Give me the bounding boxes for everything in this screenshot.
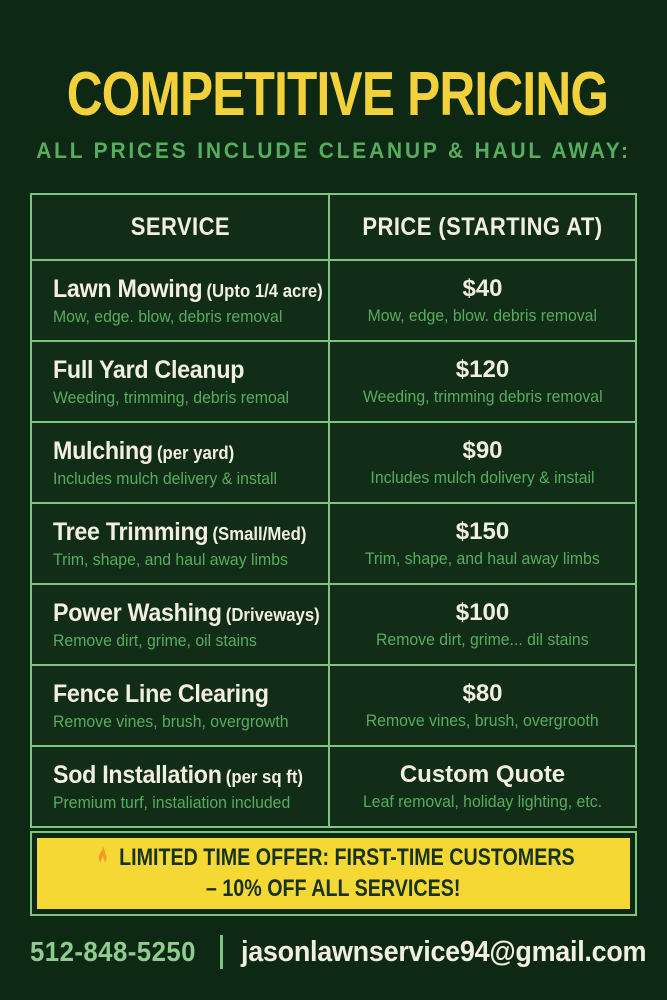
pricing-table [30, 193, 637, 828]
table-row [32, 583, 635, 664]
service-cell [32, 504, 330, 583]
service-note: (per yard) [156, 442, 235, 463]
price-value: Custom Quote [399, 761, 566, 788]
contact-footer [30, 926, 647, 978]
price-value: $150 [455, 518, 510, 545]
offer-line-2-text: – 10% OFF ALL SERVICES! [206, 875, 461, 902]
price-cell [330, 261, 635, 340]
phone-number: 512-848-5250 [30, 936, 196, 967]
service-note: (Upto 1/4 acre) [206, 280, 323, 301]
service-cell [32, 585, 330, 664]
table-row [32, 340, 635, 421]
column-header-service: SERVICE [32, 195, 330, 259]
service-name: Tree Trimming [53, 517, 209, 546]
table-row [32, 502, 635, 583]
offer-line-2 [206, 874, 460, 904]
service-note: (Small/Med) [212, 523, 307, 544]
service-note: (Driveways) [225, 604, 320, 625]
service-description: Premium turf, instaliation included [53, 792, 291, 812]
service-description: Remove dirt, grime, oil stains [53, 630, 257, 650]
limited-offer-inner [37, 838, 630, 909]
price-description: Trim, shape, and haul away limbs [365, 549, 600, 568]
table-row [32, 421, 635, 502]
price-description: Weeding, trimming debris removal [362, 387, 603, 406]
limited-offer-banner [30, 831, 637, 916]
table-row [32, 745, 635, 826]
service-note: (per sq ft) [225, 766, 303, 787]
price-value: $100 [455, 599, 510, 626]
service-name: Sod Installation [53, 760, 222, 789]
table-body [32, 259, 635, 826]
service-description: Trim, shape, and haul away limbs [53, 549, 288, 569]
offer-line-1 [93, 843, 575, 873]
price-description: Includes mulch dolivery & instail [370, 468, 595, 487]
price-cell [330, 342, 635, 421]
price-cell [330, 747, 635, 826]
flame-icon [93, 845, 113, 871]
price-value: $80 [462, 680, 503, 707]
service-name: Power Washing [53, 598, 222, 627]
service-name: Full Yard Cleanup [53, 355, 245, 384]
page-title: COMPETITIVE PRICING [66, 60, 609, 129]
offer-line-1-text: LIMITED TIME OFFER: FIRST-TIME CUSTOMERS [118, 844, 575, 871]
column-header-price: PRICE (STARTING AT) [362, 212, 603, 241]
price-cell [330, 504, 635, 583]
service-cell [32, 747, 330, 826]
service-description: Weeding, trimming, debris remoal [53, 387, 290, 407]
price-value: $40 [462, 275, 503, 302]
price-cell [330, 585, 635, 664]
page-subtitle: ALL PRICES INCLUDE CLEANUP & HAUL AWAY: [36, 138, 631, 163]
service-cell [32, 342, 330, 421]
service-description: Includes mulch delivery & install [53, 468, 278, 488]
service-cell [32, 261, 330, 340]
service-name: Mulching [53, 436, 153, 465]
price-cell [330, 666, 635, 745]
price-description: Remove vines, brush, overgrooth [366, 711, 599, 730]
price-cell [330, 423, 635, 502]
service-name: Lawn Mowing [53, 274, 203, 303]
service-cell [32, 666, 330, 745]
service-name: Fence Line Clearing [53, 679, 269, 708]
footer-divider [220, 935, 223, 969]
price-description: Leaf removal, holiday lighting, etc. [362, 792, 603, 811]
service-description: Mow, edge. blow, debris removal [53, 306, 283, 326]
email-address: jasonlawnservice94@gmail.com [241, 935, 647, 968]
price-description: Mow, edge, blow. debris removal [367, 306, 598, 325]
price-value: $90 [462, 437, 503, 464]
price-description: Remove dirt, grime... dil stains [376, 630, 589, 649]
price-value: $120 [455, 356, 510, 383]
table-header-row [32, 195, 635, 259]
table-row [32, 664, 635, 745]
table-row [32, 259, 635, 340]
service-description: Remove vines, brush, overgrowth [53, 711, 289, 731]
service-cell [32, 423, 330, 502]
